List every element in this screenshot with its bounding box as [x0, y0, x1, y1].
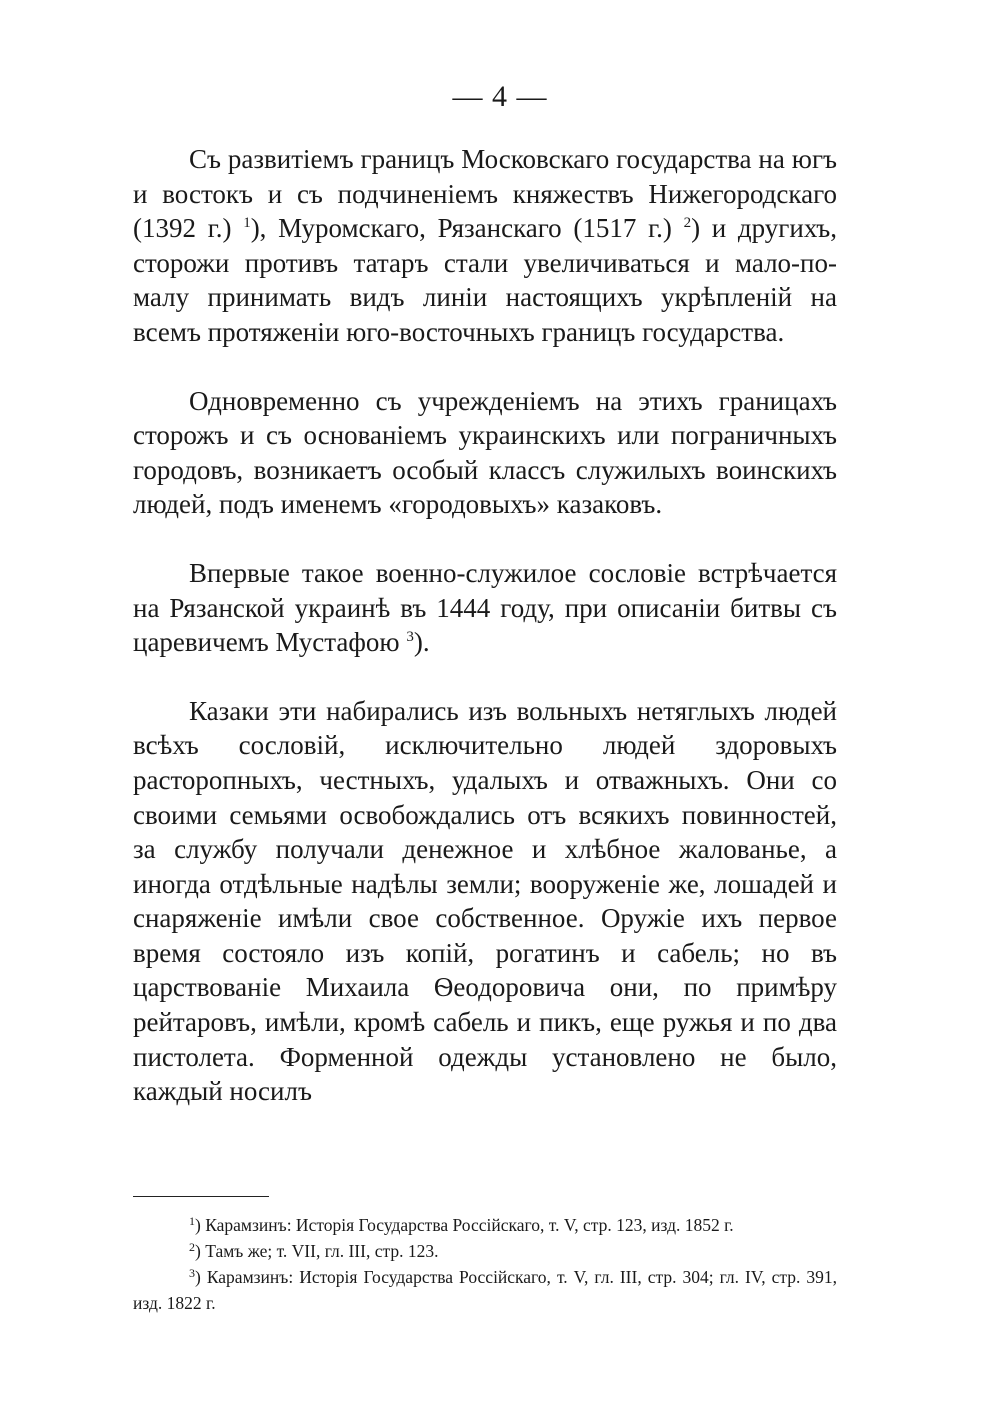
paragraph-1	[133, 142, 837, 350]
footnote-mark: 3	[189, 1266, 195, 1280]
paragraph-4	[133, 694, 837, 1109]
footnote-separator	[133, 1196, 269, 1197]
footnote-text: ) Карамзинъ: Исторія Государства Россійскаго, т. V, стр. 123, изд. 1852 г.	[195, 1215, 734, 1235]
footnote-reference-2: 2	[683, 215, 692, 232]
footnote-text: ) Тамъ же; т. VII, гл. III, стр. 123.	[195, 1241, 439, 1261]
footnote-mark: 2	[189, 1240, 195, 1254]
paragraph-2	[133, 384, 837, 522]
footnotes	[133, 1212, 837, 1316]
paragraph-text: ), Муромскаго, Рязанскаго (1517 г.)	[250, 213, 684, 244]
main-text	[133, 142, 837, 1109]
footnote-mark: 1	[189, 1214, 195, 1228]
footnote-reference-1: 1	[243, 215, 251, 232]
paragraph-text: ) и другихъ, сторожи противъ татаръ стали увеличиваться и мало-по-малу принимать видъ линіи настоящихъ укрѣпленій на всемъ протяженіи юго-восточныхъ границъ государства.	[133, 213, 838, 347]
paragraph-text: Съ развитіемъ границъ Московскаго государства на югъ и востокъ и съ подчиненіемъ княжествъ Нижегородскаго (1392 г.)	[133, 144, 837, 244]
footnote-1	[133, 1212, 837, 1238]
paragraph-text: ).	[413, 627, 430, 658]
footnote-3	[133, 1264, 837, 1316]
footnote-2	[133, 1238, 837, 1264]
footnote-reference-3: 3	[406, 629, 414, 646]
page-number: — 4 —	[452, 80, 548, 113]
footnote-text: ) Карамзинъ: Исторія Государства Россійскаго, т. V, гл. III, стр. 304; гл. IV, стр. 391, изд. 1822 г.	[133, 1267, 837, 1313]
paragraph-text: Казаки эти набирались изъ вольныхъ нетяглыхъ людей всѣхъ сословій, исключительно людей здоровыхъ расторопныхъ, честныхъ, удалыхъ и отважныхъ. Они со своими семьями освобождались отъ всякихъ повинностей, за службу получали денежное и хлѣбное жалованье, а иногда отдѣльные надѣлы земли; вооруженіе же, лошадей и снаряженіе имѣли свое собственное. Оружіе ихъ первое время состояло изъ копій, рогатинъ и сабель; но въ царствованіе Михаила Ѳеодоровича они, по примѣру рейтаровъ, имѣли, кромѣ сабель и пикъ, еще ружья и по два пистолета. Форменной одежды установлено не было, каждый носилъ	[133, 695, 837, 1107]
paragraph-3	[133, 556, 837, 660]
paragraph-text: Одновременно съ учрежденіемъ на этихъ границахъ сторожъ и съ основаніемъ украинскихъ или пограничныхъ городовъ, возникаетъ особый классъ служилыхъ воинскихъ людей, подъ именемъ «городовыхъ» казаковъ.	[133, 385, 837, 520]
paragraph-text: Впервые такое военно-служилое сословіе встрѣчается на Рязанской украинѣ въ 1444 году, при описаніи битвы съ царевичемъ Мустафою	[133, 557, 837, 658]
